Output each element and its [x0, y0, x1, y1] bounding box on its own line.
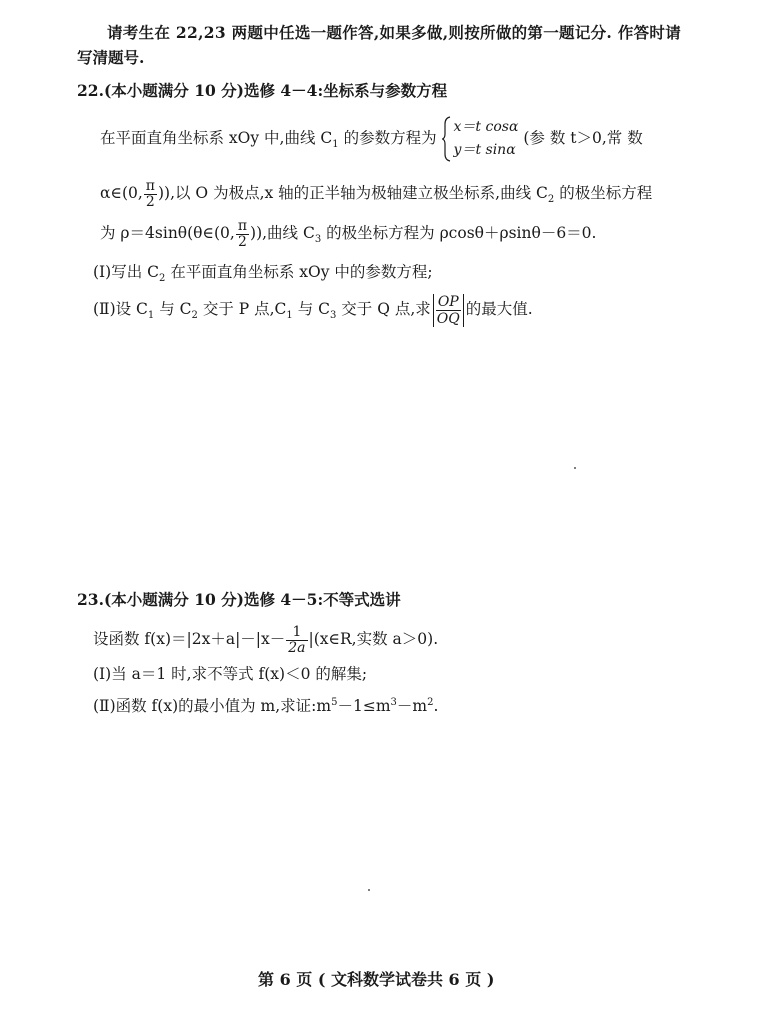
q23-part-1: (Ⅰ)当 a＝1 时,求不等式 f(x)＜0 的解集;: [93, 665, 368, 683]
q22-part-1: (Ⅰ)写出 $C_2$ 在平面直角坐标系 xOy 中的参数方程;: [93, 263, 433, 285]
equation-y: y＝t sinα: [453, 142, 516, 158]
instruction-line-2: 写清题号.: [77, 48, 145, 67]
scan-speck: [368, 889, 370, 891]
q22-statement-line-3: 为 ρ＝4sinθ(θ∈(0, $\frac{\pi}{2}$ )),曲线 $C_3$ 的极坐标方程为 ρcosθ＋ρsinθ－6＝0.: [100, 217, 597, 250]
instruction-line-1: 请考生在 22,23 两题中任选一题作答,如果多做,则按所做的第一题记分. 作答时请: [107, 23, 682, 42]
pi-over-two: $\frac{\pi}{2}$: [237, 217, 248, 250]
parametric-system: [442, 116, 519, 162]
op-over-oq-ratio: $\frac{OP}{OQ}$: [433, 294, 464, 327]
q23-header: 23.(本小题满分 10 分)选修 4－5:不等式选讲: [77, 590, 401, 609]
q23-statement: 设函数 f(x)＝|2x＋a|－|x－ $\frac{1}{2a}$ |(x∈R,实数 a＞0).: [93, 623, 439, 656]
left-brace-icon: [442, 116, 451, 162]
one-over-two-a: $\frac{1}{2a}$: [288, 623, 306, 656]
scan-speck: [574, 467, 576, 469]
q22-statement-line-2: α∈(0, $\frac{\pi}{2}$ )),以 O 为极点,x 轴的正半轴为极轴建立极坐标系,曲线 $C_2$ 的极坐标方程: [100, 177, 653, 210]
q22-part-2: (Ⅱ)设 $C_1$ 与 $C_2$ 交于 P 点$,C_1$ 与 $C_3$ 交于 Q 点,求 $\frac{OP}{OQ}$ 的最大值.: [93, 293, 533, 327]
q22-statement-line-1: 在平面直角坐标系 xOy 中,曲线 $C_1$ 的参数方程为 x＝t cosα y＝t sinα (参 数 t＞0,常 数: [100, 115, 643, 168]
q22-header: 22.(本小题满分 10 分)选修 4－4:坐标系与参数方程: [77, 81, 448, 100]
pi-over-two: $\frac{\pi}{2}$: [145, 177, 155, 210]
page-footer: 第 6 页 ( 文科数学试卷共 6 页 ): [258, 970, 495, 989]
equation-x: x＝t cosα: [453, 119, 519, 135]
q23-part-2: (Ⅱ)函数 f(x)的最小值为 m,求证$:m^5-1\le m^3-m^2$.: [93, 697, 439, 716]
